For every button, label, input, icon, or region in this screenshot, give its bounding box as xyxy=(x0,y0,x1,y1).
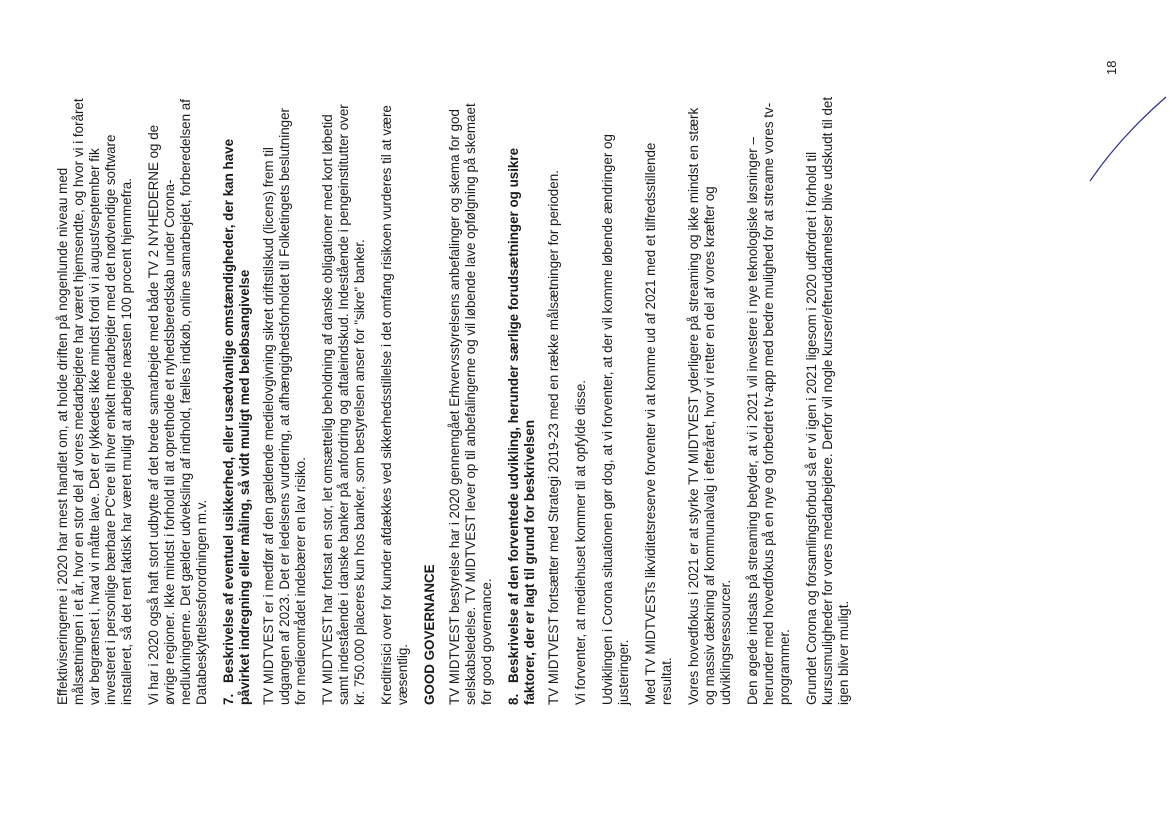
paragraph-corona-udvikling: Udviklingen i Corona situationen gør dog, at vi forventer, at der vil komme løbende ændringer og justeringer. xyxy=(600,134,631,705)
section-7-heading xyxy=(221,95,253,705)
paragraph-kurser: Grundet Corona og forsamlingsforbud så er vi igen i 2021 ligesom i 2020 udfordret i forhold til kursusmuligheder for vores medarbejdere. Derfor vil nogle kurser/efteruddannelser blive udskudt til det igen bliver muligt. xyxy=(804,96,851,705)
section-8-title: Beskrivelse af den forventede udvikling, herunder særlige forudsætninger og usikre faktorer, der er lagt til grund for beskrivelsen xyxy=(506,147,537,705)
section-7-number: 7. xyxy=(221,693,236,705)
paragraph-streaming: Den øgede indsats på streaming betyder, at vi i 2021 vil investere i nye teknologiske løsninger – herunder med hovedfokus på en nye og forbedret tv-app med bedre mulighed for at streame vores tv-programmer. xyxy=(745,102,792,705)
governance-heading: GOOD GOVERNANCE xyxy=(422,564,437,705)
section-8-heading xyxy=(506,95,538,705)
pen-stroke-mark xyxy=(1080,67,1169,187)
paragraph-kreditrisici: Kreditrisici over for kunder afdækkes ved sikkerhedsstillelse i det omfang risikoen vurderes til at være væsentlig. xyxy=(379,105,410,705)
page-number: 18 xyxy=(1104,60,1119,75)
paragraph-samarbejde: Vi har i 2020 også haft stort udbytte af det brede samarbejde med både TV 2 NYHEDERNE og de øvrige regioner. Ikke mindst i forhold til at opretholde et nyhedsberedskab under Corona-nedlukningerne. Det gælder udveksling af indhold, fælles indkøb, online samarbejdet, forberedelsen af Databeskyttelsesforordningen m.v. xyxy=(146,99,209,705)
paragraph-strategi: TV MIDTVEST fortsætter med Strategi 2019-23 med en række målsætninger for perioden. xyxy=(546,170,561,705)
section-7-title: Beskrivelse af eventuel usikkerhed, eller usædvanlige omstændigheder, der kan have påvirket indregning eller måling, så vidt muligt med beløbsangivelse xyxy=(221,138,252,705)
page-body xyxy=(55,95,863,705)
paragraph-likviditet: Med TV MIDTVESTs likviditetsreserve forventer vi at komme ud af 2021 med et tilfredsstillende resultat. xyxy=(643,142,674,705)
paragraph-governance: TV MIDTVEST bestyrelse har i 2020 gennemgået Erhvervsstyrelsens anbefalinger og skema for god selskabsledelse. TV MIDTVEST lever op til anbefalingerne og vil løbende lave opfølgning på skemaet for good governance. xyxy=(447,103,494,705)
paragraph-obligationer: TV MIDTVEST har fortsat en stor, let omsættelig beholdning af danske obligationer med kort løbetid samt indestående i danske banker på anfordring og aftaleindskud. Indestående i pengeinstitutter over kr. 750.000 placeres kun hos banker, som bestyrelsen anser for "sikre" banker. xyxy=(320,104,367,705)
paragraph-effektivisering: Effektiviseringerne i 2020 har mest handlet om, at holde driften på nogenlunde niveau med målsætningen i et år, hvor en stor del af vores medarbejdere har været hjemsendte, og hvor vi i foråret var begrænset i, hvad vi måtte lave. Det er lykkedes ikke mindst fordi vi i august/september fik investeret i personlige bærbare PC'ere til hver enkelt medarbejder med det nødvendige software installeret, så det rent faktisk har været muligt at arbejde næsten 100 procent hjemmefra. xyxy=(55,98,134,705)
paragraph-licens: TV MIDTVEST er i medfør af den gældende medielovgivning sikret driftstilskud (licens) frem til udgangen af 2023. Det er ledelsens vurdering, at afhængighedsforholdet til Folketingets beslutninger for medieområdet indebærer en lav risiko. xyxy=(261,107,308,705)
paragraph-forventning: Vi forventer, at mediehuset kommer til at opfylde disse. xyxy=(573,379,588,705)
paragraph-hovedfokus: Vores hovedfokus i 2021 er at styrke TV MIDTVEST yderligere på streaming og ikke mindst en stærk og massiv dækning af kommunalvalg i efteråret, hvor vi retter en del af vores kræfter og udviklingsressourcer. xyxy=(686,107,733,705)
section-8-number: 8. xyxy=(506,693,521,705)
